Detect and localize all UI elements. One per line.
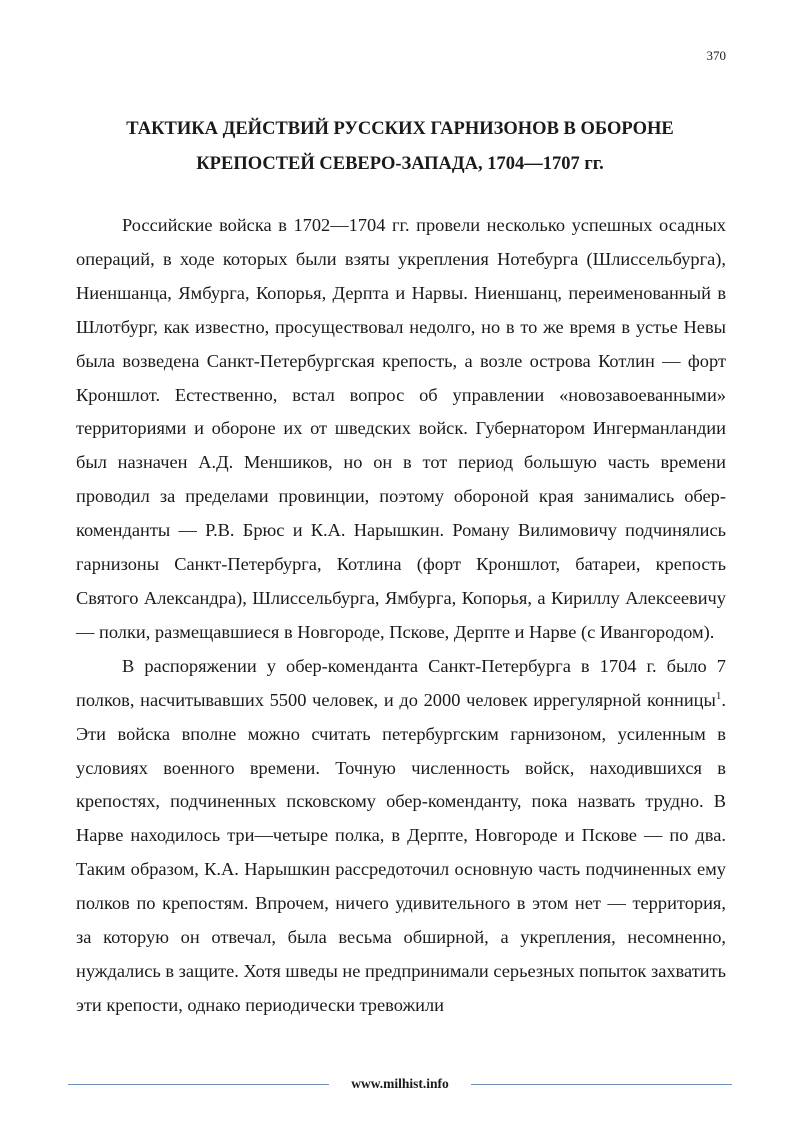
page-number: 370: [706, 48, 726, 63]
title-line-2: КРЕПОСТЕЙ СЕВЕРО-ЗАПАДА, 1704—1707 гг.: [196, 154, 604, 174]
article-title: [60, 112, 740, 182]
footer-rule-left: [68, 1084, 329, 1085]
paragraph-1: Российские войска в 1702—1704 гг. провели несколько успешных осадных операций, в ходе которых были взяты укрепления Нотебурга (Шлиссельбурга), Ниеншанца, Ямбурга, Копорья, Дерпта и Нарвы. Ниеншанц, переименованный в Шлотбург, как известно, просуществовал недолго, но в то же время в устье Невы была возведена Санкт-Петербургская крепость, а возле острова Котлин — форт Кроншлот. Естественно, встал вопрос об управлении «новозавоеванными» территориями и обороне их от шведских войск. Губернатором Ингерманландии был назначен А.Д. Меншиков, но он в тот период большую часть времени проводил за пределами провинции, поэтому обороной края занимались обер-коменданты — Р.В. Брюс и К.А. Нарышкин. Роману Вилимовичу подчинялись гарнизоны Санкт-Петербурга, Котлина (форт Кроншлот, батареи, крепость Святого Александра), Шлиссельбурга, Ямбурга, Копорья, а Кириллу Алексеевичу — полки, размещавшиеся в Новгороде, Пскове, Дерпте и Нарве (с Ивангородом).: [76, 215, 726, 642]
paragraph-2-text-start: В распоряжении у обер-коменданта Санкт-Петербурга в 1704 г. было 7 полков, насчитывавших 5500 человек, и до 2000 человек иррегулярной конницы: [76, 655, 726, 710]
page-footer: [68, 1074, 732, 1094]
paragraph-2-text-end: . Эти войска вполне можно считать петербургским гарнизоном, усиленным в условиях военного времени. Точную численность войск, находившихся в крепостях, подчиненных псковскому обер-коменданту, пока назвать трудно. В Нарве находилось три—четыре полка, в Дерпте, Новгороде и Пскове — по два. Таким образом, К.А. Нарышкин рассредоточил основную часть подчиненных ему полков по крепостям. Впрочем, ничего удивительного в этом нет — территория, за которую он отвечал, была весьма обширной, а укрепления, несомненно, нуждались в защите. Хотя шведы не предпринимали серьезных попыток захватить эти крепости, однако периодически тревожили: [76, 689, 726, 1015]
footnote-reference[interactable]: 1: [715, 689, 722, 702]
paragraph-2: [76, 650, 726, 1023]
footer-rule-right: [471, 1084, 732, 1085]
footer-site-link[interactable]: www.milhist.info: [351, 1076, 449, 1091]
article-body: [76, 209, 726, 1023]
title-line-1: ТАКТИКА ДЕЙСТВИЙ РУССКИХ ГАРНИЗОНОВ В ОБОРОНЕ: [126, 119, 674, 139]
